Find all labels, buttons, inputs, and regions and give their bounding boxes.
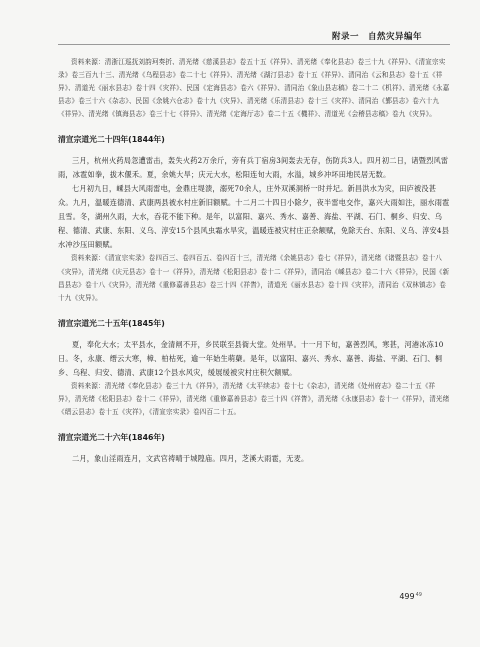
year-heading: 清宣宗道光二十六年(1846年) xyxy=(58,433,165,443)
source-note: 资料来源：《清宣宗实录》卷四百三、卷四百五、卷四百十三，清光绪《余姚县志》卷七《祥异》，清光绪《诸暨县志》卷十八《灾异》，清光绪《庆元县志》卷十一《祥异》，清光绪《松阳县志》卷十二《祥异》，清同治《嵊县志》卷二十六《祥异》，民国《新昌县志》卷十八《灾异》，清光绪《重修嘉善县志》卷三十四《祥眚》，清道光《丽水县志》卷十四《灾祥》，清同治《双林镇志》卷十九《灾异》。 xyxy=(58,254,450,302)
year-heading: 清宣宗道光二十四年(1844年) xyxy=(58,135,165,145)
body-paragraph: 三月，杭州火药局忽遭雷击，轰失火药2万余斤，旁有兵丁宿房3间轰去无存，伤防兵3人。四月初二日，诸暨烈风雷雨，冰雹如拳，拔木偃禾。夏，余姚大旱；庆元大水，松阳连旬大雨，水溢，城乡冲坏田地民居无数。 xyxy=(58,156,449,180)
page-content xyxy=(58,56,450,466)
body-paragraph: 七月初九日，嵊县大风雨雷电，金鼎庄堤溃，溺死70余人，庄外双溪洞桥一时并圮。新昌洪水为灾，田庐被没甚众。九月，温暖连德清、武康两县被水村庄新旧额赋。十二月二十四日小除夕，夜半雷电交作，嘉兴大雨如注，丽水雨雹且雪。冬，湖州久雨，大水，吞花不能下种。是年，以富阳、嘉兴、秀水、嘉善、海盐、平湖、石门、桐乡、归安、乌程、德清、武康、东阳、义乌、淳安15个县风虫霜水旱灾，温暖连被灾村庄正杂额赋，免除天台、东阳、义乌、淳安4县水冲沙压田额赋。 xyxy=(58,184,450,250)
source-note: 资料来源：清浙江巡抚刘韵珂奏折、清光绪《慈溪县志》卷五十五《祥异》、清光绪《奉化县志》卷三十九《祥异》、《清宣宗实录》卷三百九十三、清光绪《乌程县志》卷二十七《祥异》、清光绪《湖汀县志》卷十五《祥异》、清同治《云和县志》卷十五《祥异》、清道光《丽水县志》卷十四《灾祥》、民国《定海县志》卷六《祥异》、清同治《象山县志稿》卷二十二《机祥》、清光绪《永嘉县志》卷三十六《杂志》、民国《余姚六仓志》卷十九《灾异》、清光绪《乐清县志》卷十三《灾祥》、清同治《鄞县志》卷六十九《祥异》、清光绪《镇海县志》卷三十七《祥异》、清光绪《定海厅志》卷二十五《機祥》、清道光《会稽县志稿》卷九《灾异》。 xyxy=(58,58,450,119)
body-paragraph: 二月，象山淫雨连月，文武官祷晴于城隍庙。四月，芝溪大雨雹，无麦。 xyxy=(72,454,309,464)
running-head: 附录一 自然灾异编年 xyxy=(331,32,422,42)
page-number xyxy=(399,592,422,601)
year-heading: 清宣宗道光二十五年(1845年) xyxy=(58,318,165,328)
header-rule xyxy=(58,44,450,45)
page-number-small: 49 xyxy=(415,592,422,598)
source-note: 资料来源：清光绪《奉化县志》卷三十九《祥异》，清光绪《太平续志》卷十七《杂志》，清光绪《处州府志》卷二十五《祥异》，清光绪《松阳县志》卷十二《祥异》，清光绪《重修嘉善县志》卷三十四《祥眚》，清光绪《永康县志》卷十一《祥异》，清光绪《缙云县志》卷十五《灾祥》，《清宣宗实录》卷四百二十五。 xyxy=(58,381,450,417)
body-paragraph: 夏，奉化大水；太平县水，金清闸不开，乡民联至县衙大堂。处州旱。十一月下旬，嘉善烈风，寒甚，河港冰冻10日。冬，永康、缙云大寒，樟、柏枯死，逾一年始生萌蘖。是年，以富阳、嘉兴、秀水、嘉善、海盐、平湖、石门、桐乡、乌程、归安、德清、武康12个县水风灾，缓展缓被灾村庄积欠额赋。 xyxy=(58,339,444,377)
page-number-main: 499 xyxy=(399,592,415,601)
